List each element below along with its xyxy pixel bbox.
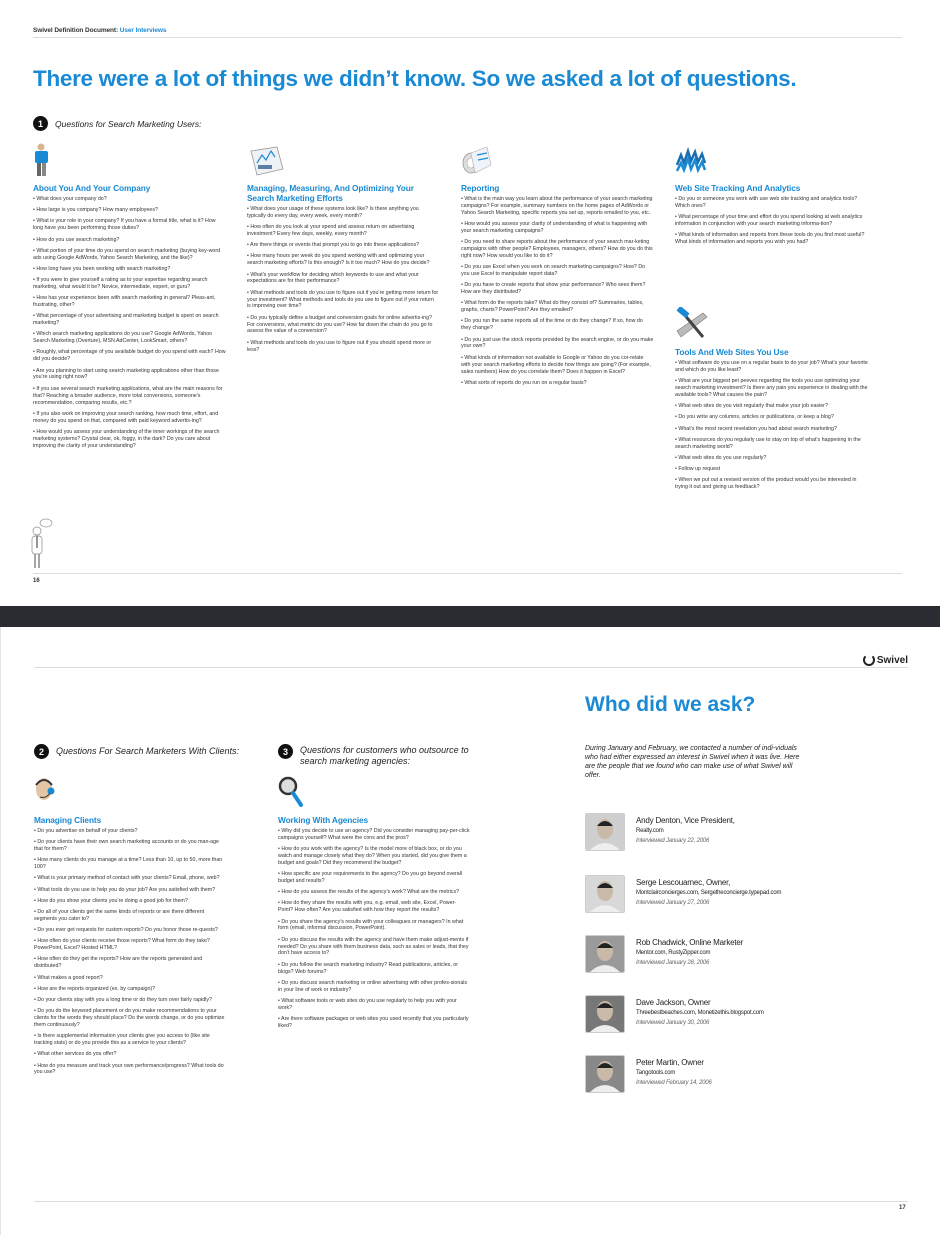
question-item: • What does your company do? (33, 196, 107, 202)
swivel-logo-icon (863, 654, 875, 666)
question-item: • Do you need to share reports about the performance of your search mar-keting campaigns with other people? Employees, managers, others? How do you do this right now? How would you like to do it? (461, 239, 653, 259)
page-number: 17 (899, 1205, 906, 1211)
page-headline: There were a lot of things we didn’t know. So we asked a lot of questions. (33, 66, 797, 91)
interviewee-site: Tangotools.com (636, 1070, 676, 1076)
question-item: • What is the main way you learn about the performance of your search marketing campaigns? For example, summary numbers on the home pages of AdWords or Yahoo Search Marketing, specific reports you set up, reports emailed to you, etc. (461, 196, 653, 216)
question-item: • Do you discuss the results with the agency and have them make adjust-ments if needed? Do you share with them business data, such as sales or leads, that they don’t have access to? (278, 936, 469, 957)
section-3-heading (278, 744, 475, 768)
question-item: • Are there things or events that prompt you to go into these applications? (247, 242, 420, 249)
question-item: • Do all of your clients get the same kinds of reports or are there different segments you cater to? (34, 909, 205, 922)
column-reporting (461, 143, 654, 391)
question-item: • How long have you been working with search marketing? (33, 265, 171, 272)
column-title: Working With Agencies (278, 815, 369, 825)
question-item: • Do your clients have their own search marketing accounts or do you man-age that for them? (34, 839, 219, 853)
question-item: • What are your biggest pet peeves regarding the tools you use optimizing your search marketing investment? Is there any pain you experience in dealing with the available tools? What causes the pain? (675, 378, 868, 398)
column-title: Tools And Web Sites You Use (675, 347, 789, 357)
question-item: • How large is you company? How many employees? (33, 207, 158, 214)
interview-date: Interviewed January 27, 2006 (636, 900, 710, 906)
hammer-saw-icon (675, 307, 870, 341)
footer-rule (33, 573, 902, 574)
question-item: • If you were to give yourself a rating as to your expertise regarding search marketing, what would it be? Novice, intermediate, expert, or guru? (33, 277, 208, 290)
interviewee (585, 995, 764, 1033)
interviewee-site: Montclairconcierges.com, Sergetheconcierge.typepad.com (636, 890, 782, 896)
column-tools (675, 307, 870, 495)
question-item: • Do you discuss search marketing or online advertising with other profes-sionals in your line of work or industry? (278, 979, 468, 993)
paper-roll-icon (461, 143, 654, 177)
interviewee (585, 935, 743, 973)
report-chart-icon (247, 143, 439, 177)
avatar (585, 813, 625, 851)
headset-person-icon (34, 775, 227, 809)
interviewee-name: Andy Denton, Vice President, (636, 816, 735, 825)
page-16 (0, 0, 940, 606)
interview-date: Interviewed February 14, 2006 (636, 1080, 712, 1086)
interviewee-name: Peter Martin, Owner (636, 1058, 704, 1067)
question-item: • How do you show your clients you’re doing a good job for them? (34, 897, 188, 904)
question-list (33, 196, 226, 450)
question-item: • Why did you decide to use an agency? Did you consider managing pay-per-click campaigns yourself? What were the cons and the pros? (278, 828, 470, 841)
question-item: • How would you assess your understanding of the inner workings of the search marketing systems? Crystal clear, ok, foggy, in the dark? Do you care about improving the clarity of your understanding? (33, 428, 220, 449)
question-item: • Do you ever get requests for custom reports? Do you honor those re-quests? (34, 927, 218, 934)
question-item: • If you use several search marketing applications, what are the main reasons for that? Reaching a broader audience, more total conversions, someone’s recommendation, comparing results, etc.? (33, 385, 223, 406)
interviewee-site: Realty.com (636, 828, 664, 834)
question-item: • Are there software packages or web sites you used recently that you particularly liked? (278, 1016, 469, 1029)
question-item: • What sorts of reports do you run on a regular basis? (461, 379, 587, 386)
question-item: • How would you assess your clarity of understanding of what is happening with your search marketing campaigns? (461, 221, 648, 234)
swivel-logo-text: Swivel (876, 654, 908, 666)
question-item: • What form do the reports take? What do they consist of? Summaries, tables, graphs, charts? PowerPoint? Are they emailed? (461, 300, 644, 314)
interviewee-info (636, 995, 764, 1033)
question-item: • Are you planning to start using search marketing applications other than those you’re using right now? (33, 367, 219, 381)
avatar (585, 935, 625, 973)
question-list (675, 360, 870, 491)
question-item: • What other services do you offer? (34, 1051, 117, 1058)
interviewee-info (636, 813, 735, 851)
running-head-doc: Swivel Definition Document: (33, 27, 119, 34)
question-item: • What is your primary method of contact with your clients? Email, phone, web? (34, 875, 220, 882)
section-2-label: Questions For Search Marketers With Clients: (56, 746, 239, 756)
question-list (34, 828, 227, 1076)
question-item: • Do you typically define a budget and conversion goals for online advertis-ing? For conversions, what metric do you use? How far down the chain do you go to assess the value of a conversion? (247, 314, 433, 335)
question-item: • Follow up request (675, 466, 721, 473)
avatar (585, 875, 625, 913)
interviewee-info (636, 875, 781, 913)
question-item: • What kinds of information not available to Google or Yahoo do you cor-relate with your search marketing efforts to decide how things are going? (For example, sales numbers) How do you correlate them? Does it happen in Excel? (461, 354, 651, 375)
avatar (585, 1055, 625, 1093)
interviewee (585, 813, 735, 851)
question-item: • What methods and tools do you use to figure out if you’re getting more return for your investment? What methods and tools do you use to figure out if your return is improving over time? (247, 289, 439, 310)
page-number: 16 (33, 578, 40, 584)
column-title: Managing Clients (34, 815, 102, 825)
question-item: • What methods and tools do you use to figure out if you should spend more or less? (247, 339, 432, 353)
question-item: • Do you follow the search marketing industry? Read publications, articles, or blogs? Web forums? (278, 961, 458, 975)
column-analytics (675, 143, 870, 250)
avatar (585, 995, 625, 1033)
question-item: • What software tools or web sites do you use regularly to help you with your work? (278, 997, 457, 1011)
column-working-agencies (278, 775, 471, 1034)
question-item: • Which search marketing applications do you use? Google AdWords, Yahoo Search Marketing (Overture), MSN AdCenter, LookSmart, others? (33, 331, 213, 345)
interviewee (585, 875, 781, 913)
interviewee-info (636, 1055, 712, 1093)
interviewee (585, 1055, 712, 1093)
section-1-heading (33, 116, 201, 131)
question-item: • Do you have to create reports that show your performance? Who sees them? How are they distributed? (461, 282, 646, 296)
column-title: Web Site Tracking And Analytics (675, 183, 801, 193)
interviewee-name: Serge Lescouarnec, Owner, (636, 878, 731, 887)
question-item: • What’s your workflow for deciding which keywords to use and what your expectations are for their performance? (247, 271, 419, 285)
question-item: • What web sites do you use regularly? (675, 454, 767, 461)
swivel-logo (863, 654, 908, 666)
section-2-heading (34, 744, 239, 759)
header-rule (33, 37, 902, 38)
question-item: • Do you do the keyword placement or do you make recommendations to your clients for the words they should place? Do the words change, or do you optimize them continuously? (34, 1008, 225, 1028)
question-item: • How do you assess the results of the agency’s work? What are the metrics? (278, 889, 460, 896)
interviewee-name: Rob Chadwick, Online Marketer (636, 938, 744, 947)
question-item: • Do you write any columns, articles or publications, or keep a blog? (675, 414, 834, 421)
question-item: • What tools do you use to help you do your job? Are you satisfied with them? (34, 886, 216, 893)
question-item: • How do you use search marketing? (33, 236, 120, 243)
question-item: • How do you work with the agency? Is the model more of black box, or do you watch and manage closely what they do? When you started, did you give them a budget and goals? Did they recommend the budget? (278, 846, 467, 866)
question-item: • Do you share the agency’s results with your colleagues or managers? In what form (email, informal discussion, PowerPoint). (278, 918, 464, 932)
question-item: • How many hours per week do you spend working with and optimizing your search marketing efforts? Is this enough? Is it too much? How do you decide? (247, 253, 430, 267)
interview-date: Interviewed January 22, 2006 (636, 838, 710, 844)
page-divider-band (0, 606, 940, 627)
question-list (675, 196, 870, 246)
question-list (461, 196, 654, 387)
column-title: Managing, Measuring, And Optimizing Your Search Marketing Efforts (247, 183, 414, 203)
column-managing-clients (34, 775, 227, 1081)
running-head-section: User Interviews (119, 27, 167, 34)
question-item: • What’s the most recent revelation you had about search marketing? (675, 425, 837, 432)
question-item: • How many clients do you manage at a time? Less than 10, up to 50, more than 100? (34, 857, 223, 871)
question-item: • What percentage of your time and effort do you spend looking at web analytics information in conjunction with your search marketing informa-tion? (675, 214, 863, 228)
column-title: About You And Your Company (33, 183, 151, 193)
interviewee-site: Mentor.com, RustyZipper.com (636, 950, 711, 956)
column-about-you (33, 143, 226, 454)
section-number-badge: 3 (278, 744, 293, 759)
question-item: • How often do you look at your spend and assess return on advertising investment? Every few days, weekly, every month? (247, 224, 415, 238)
question-item: • How do they share the results with you, e.g. email, web site, Excel, Power-Point? How often? Are you satisfied with how they report the results? (278, 900, 457, 914)
question-item: • Do you use Excel when you work on search marketing campaigns? How? Do you use Excel to manipulate report data? (461, 264, 646, 278)
question-item: • What percentage of your advertising and marketing budget is spent on search marketing? (33, 313, 219, 327)
question-item: • Do you or someone you work with use web site tracking and analytics tools? Which ones? (675, 196, 858, 209)
question-item: • Do you run the same reports all of the time or do they change? If so, how do they change? (461, 318, 643, 332)
section-1-label: Questions for Search Marketing Users: (55, 119, 202, 129)
question-item: • When we put out a revised version of the product would you be interested in trying it out and giving us feedback? (675, 477, 857, 491)
question-item: • What web sites do you visit regularly that make your job easier? (675, 403, 828, 410)
question-item: • What does your usage of these systems look like? Is there anything you typically do every day, every week, every month? (247, 206, 419, 219)
question-list (278, 828, 471, 1030)
question-item: • How has your experience been with search marketing in general? Pleas-ant, frustrating, other? (33, 295, 216, 309)
question-item: • How are the reports organized (ex. by campaign)? (34, 985, 156, 992)
question-item: • How often do they get the reports? How are the reports generated and distributed? (34, 956, 203, 970)
section-3-label: Questions for customers who outsource to search marketing agencies: (300, 745, 469, 767)
question-list (247, 206, 439, 353)
who-title: Who did we ask? (585, 693, 756, 716)
question-item: • What kinds of information and reports from these tools do you find most useful? What kinds of information and reports you wish you had? (675, 232, 865, 246)
question-item: • What resources do you regularly use to stay on top of what’s happening in the search marketing world? (675, 436, 861, 450)
person-icon (33, 143, 226, 177)
question-item: • Do your clients stay with you a long time or do they turn over fairly rapidly? (34, 996, 212, 1003)
question-item: • Roughly, what percentage of you available budget do you spend with each? How did you decide? (33, 349, 226, 363)
question-item: • How do you measure and track your own performance/progress? What tools do you use? (34, 1062, 224, 1076)
question-item: • What makes a good report? (34, 974, 103, 981)
question-item: • How specific are your requirements to the agency? Do you go beyond overall budget and results? (278, 871, 463, 885)
question-item: • Is there supplemental information your clients give you access to (like site tracking stats) or do you provide this as a service to your clients? (34, 1033, 210, 1047)
question-item: • Do you advertise on behalf of your clients? (34, 828, 138, 834)
interview-date: Interviewed January 28, 2006 (636, 960, 710, 966)
header-rule (34, 667, 908, 668)
interview-date: Interviewed January 30, 2006 (636, 1020, 710, 1026)
interviewee-name: Dave Jackson, Owner (636, 998, 711, 1007)
question-item: • What software do you use on a regular basis to do your job? What’s your favorite and which do you like least? (675, 360, 868, 373)
question-item: • If you also work on improving your search ranking, how much time, effort, and money do you spend on that, compared with paid keyword advertis-ing? (33, 410, 219, 424)
column-managing (247, 143, 439, 358)
page-17 (0, 627, 940, 1235)
magnifier-icon (278, 775, 471, 809)
question-item: • Do you just use the stock reports provided by the search engine, or do you make your own? (461, 336, 654, 350)
column-title: Reporting (461, 183, 500, 193)
thinking-man-icon (28, 518, 58, 575)
who-intro: During January and February, we contacted a number of indi-viduals who had either expressed an interest in Swivel when it was live. Here are the people that we found who can make use of what Swivel will offer. (585, 745, 800, 779)
interviewee-site: Threebestbeaches.com, Monetizethis.blogspot.com (636, 1010, 764, 1016)
footer-rule (34, 1201, 908, 1202)
question-item: • How often do your clients receive those reports? What form do they take? PowerPoint, Excel? Hosted HTML? (34, 938, 210, 952)
section-number-badge: 2 (34, 744, 49, 759)
section-number-badge: 1 (33, 116, 48, 131)
analytics-wave-icon (675, 143, 870, 177)
interviewee-info (636, 935, 743, 973)
question-item: • What is your role in your company? If you have a formal title, what is it? How long have you been performing those duties? (33, 218, 216, 232)
running-head (33, 27, 166, 34)
question-item: • What portion of your time do you spend on search marketing (buying key-word ads using Google AdWords, Yahoo Search Marketing, and the like)? (33, 247, 221, 261)
